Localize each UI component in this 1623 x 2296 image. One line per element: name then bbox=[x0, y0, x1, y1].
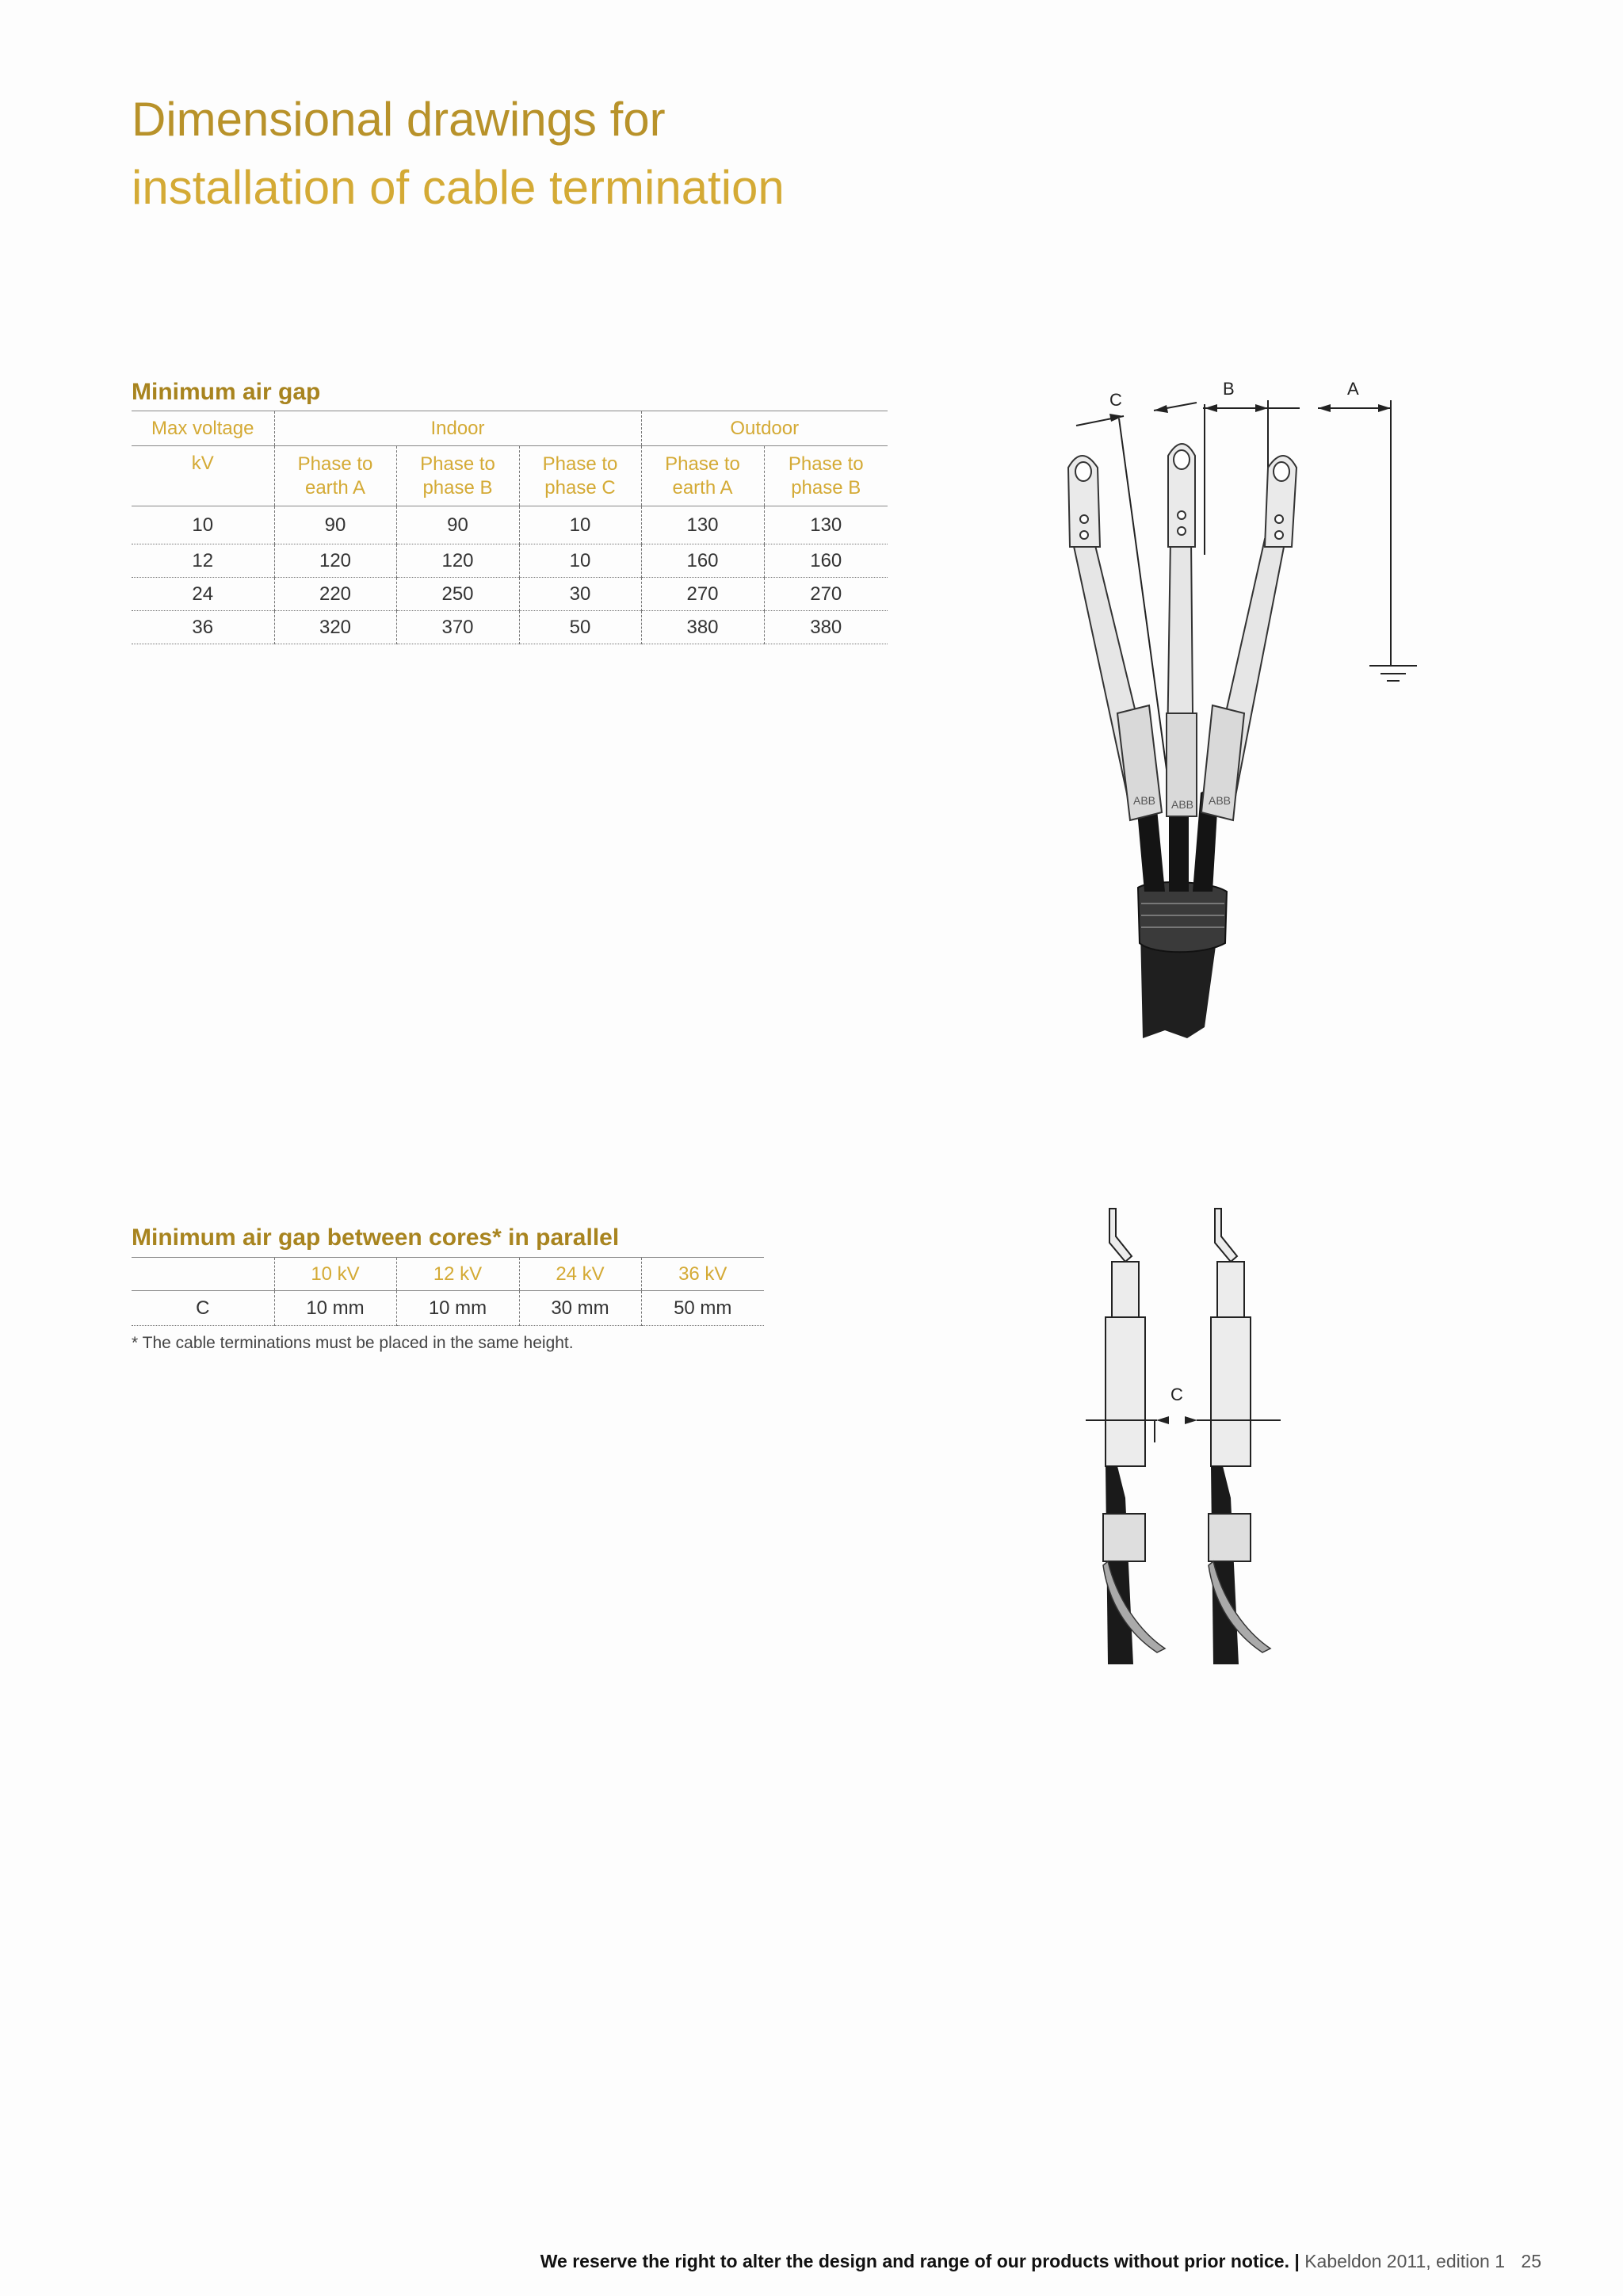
dimension-label-c: C bbox=[1109, 390, 1122, 410]
brand-logo-2: ABB bbox=[1171, 798, 1194, 811]
header-kv: kV bbox=[132, 446, 274, 506]
dimension-label-b: B bbox=[1223, 379, 1235, 399]
minimum-air-gap-table bbox=[132, 411, 888, 644]
header-indoor-phase-earth-a: Phase to earth A bbox=[274, 446, 396, 506]
table-row: 36 320 370 50 380 380 bbox=[132, 611, 888, 644]
table2-title: Minimum air gap between cores* in parallel bbox=[132, 1224, 620, 1251]
parallel-air-gap-table bbox=[132, 1257, 764, 1326]
footer-publication: Kabeldon 2011, edition 1 bbox=[1304, 2251, 1506, 2271]
three-core-termination-drawing bbox=[1062, 372, 1426, 1046]
table-row: 10 90 90 10 130 130 bbox=[132, 506, 888, 544]
header-outdoor-phase-phase-b: Phase to phase B bbox=[764, 446, 888, 506]
table-row: C 10 mm 10 mm 30 mm 50 mm bbox=[132, 1291, 764, 1326]
page-title bbox=[132, 86, 785, 222]
header-outdoor: Outdoor bbox=[641, 411, 888, 446]
table1-title: Minimum air gap bbox=[132, 379, 321, 405]
footer-disclaimer: We reserve the right to alter the design and range of our products without prior notice. bbox=[540, 2251, 1289, 2271]
header-36kv: 36 kV bbox=[641, 1258, 764, 1291]
table-row: 12 120 120 10 160 160 bbox=[132, 544, 888, 578]
parallel-cores-drawing bbox=[1078, 1205, 1300, 1672]
footer-separator: | bbox=[1294, 2251, 1300, 2271]
page-title-line-2: installation of cable termination bbox=[132, 161, 785, 214]
header-indoor: Indoor bbox=[274, 411, 641, 446]
header-10kv: 10 kV bbox=[274, 1258, 396, 1291]
table-row: 24 220 250 30 270 270 bbox=[132, 578, 888, 611]
footnote: * The cable terminations must be placed in the same height. bbox=[132, 1334, 574, 1352]
header-indoor-phase-phase-b: Phase to phase B bbox=[396, 446, 519, 506]
page-title-line-1: Dimensional drawings for bbox=[132, 93, 666, 146]
page-footer bbox=[540, 2251, 1541, 2272]
dimension-label-a: A bbox=[1347, 379, 1359, 399]
header-indoor-phase-phase-c: Phase to phase C bbox=[519, 446, 641, 506]
header-max-voltage: Max voltage bbox=[132, 411, 274, 446]
header-12kv: 12 kV bbox=[396, 1258, 519, 1291]
header-24kv: 24 kV bbox=[519, 1258, 641, 1291]
page-number: 25 bbox=[1521, 2251, 1541, 2271]
header-outdoor-phase-earth-a: Phase to earth A bbox=[641, 446, 764, 506]
brand-logo-3: ABB bbox=[1209, 794, 1232, 807]
dimension-label-c: C bbox=[1170, 1385, 1183, 1404]
brand-logo-1: ABB bbox=[1133, 794, 1156, 807]
